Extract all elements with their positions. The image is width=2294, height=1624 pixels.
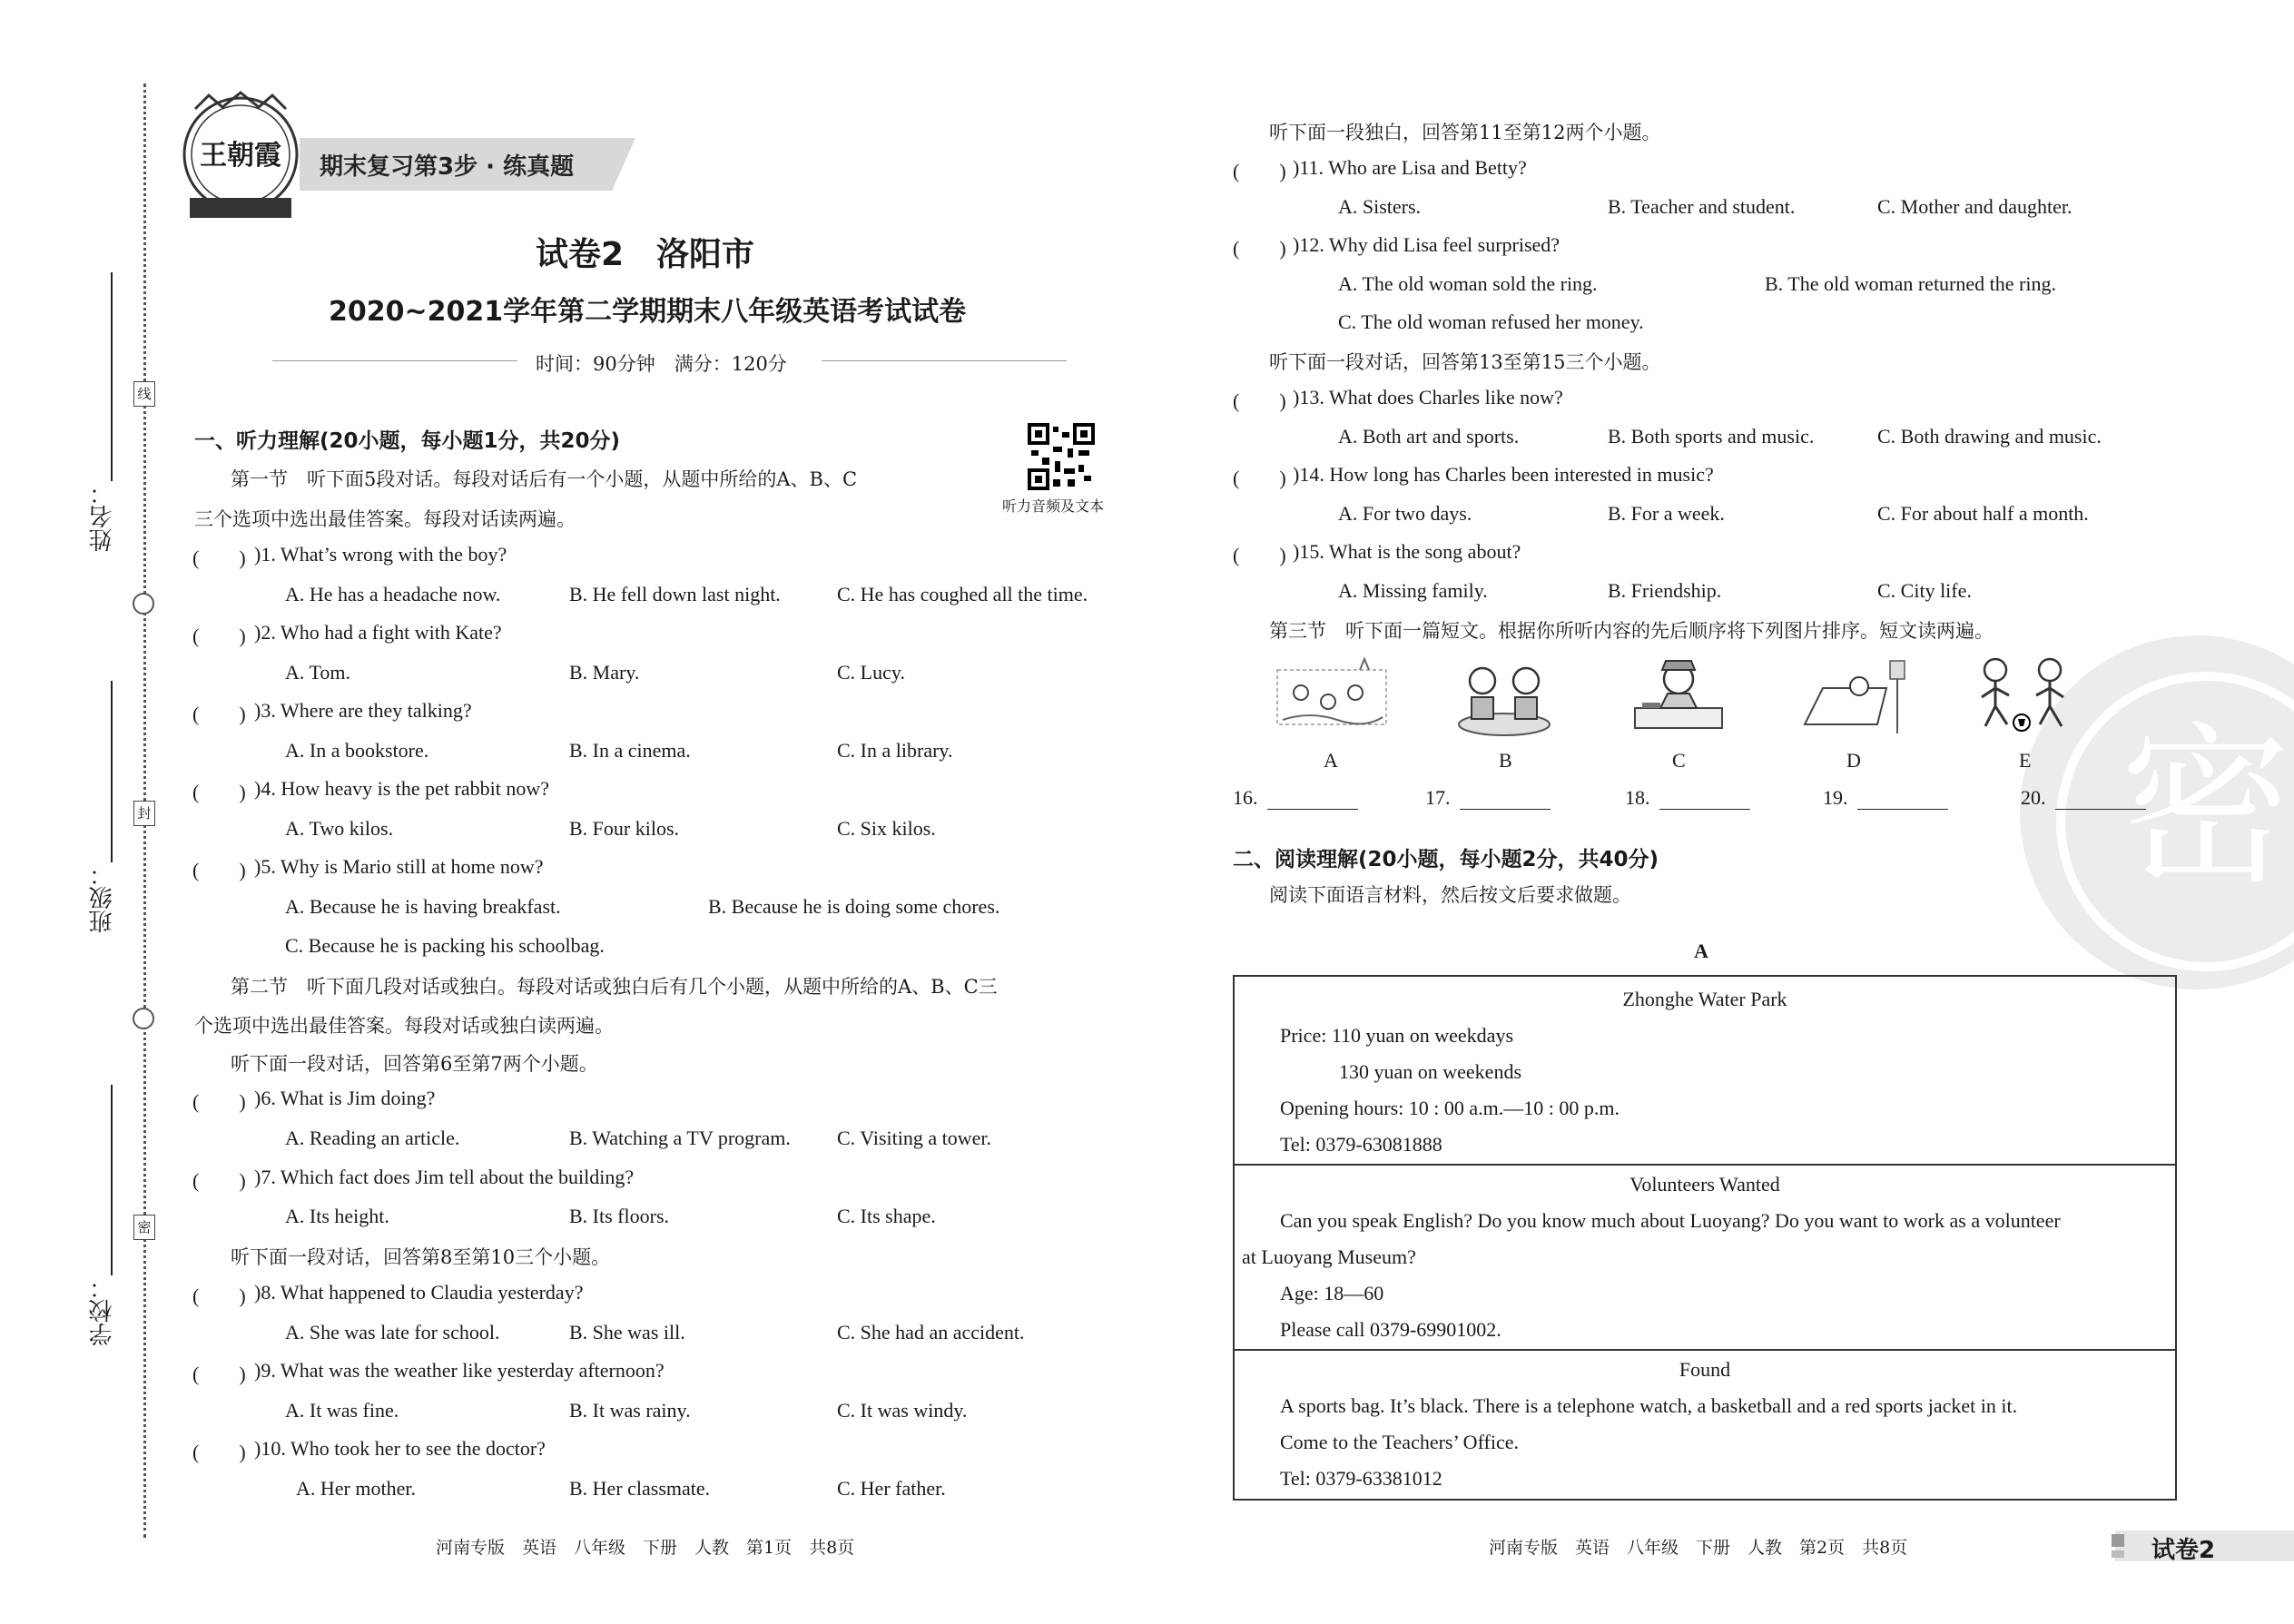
q13-option-b[interactable]: B. Both sports and music.	[1608, 425, 1815, 448]
q3-option-b[interactable]: B. In a cinema.	[569, 739, 691, 762]
class-label: 班级：	[89, 862, 116, 933]
answer-blank-19[interactable]	[1823, 786, 1948, 810]
answer-blank-16[interactable]	[1233, 786, 1358, 810]
q1-option-b[interactable]: B. He fell down last night.	[569, 583, 781, 605]
q15-option-a[interactable]: A. Missing family.	[1338, 579, 1488, 602]
name-blank-line	[111, 272, 113, 481]
answer-bracket[interactable]: ( )	[192, 546, 246, 569]
q6-option-b[interactable]: B. Watching a TV program.	[569, 1127, 791, 1149]
picture-b-children-eating	[1446, 652, 1562, 743]
answer-bracket[interactable]: ( )	[1233, 160, 1286, 182]
q6-option-c[interactable]: C. Visiting a tower.	[837, 1127, 991, 1149]
found-line2: Come to the Teachers’ Office.	[1280, 1431, 1519, 1453]
picture-label-a: A	[1324, 749, 1338, 772]
intro-q6-7: 听下面一段对话，回答第6至第7两个小题。	[231, 1053, 598, 1075]
watermark-seal-icon: 密	[2020, 635, 2294, 989]
q8-option-a[interactable]: A. She was late for school.	[285, 1321, 500, 1343]
q1-option-a[interactable]: A. He has a headache now.	[285, 583, 501, 605]
q14-option-c[interactable]: C. For about half a month.	[1877, 502, 2089, 525]
volunteers-age: Age: 18—60	[1280, 1282, 1384, 1304]
q5-option-b[interactable]: B. Because he is doing some chores.	[708, 895, 1000, 918]
blank-line[interactable]	[1659, 791, 1750, 810]
brand-name: 王朝霞	[200, 140, 281, 172]
q8-option-c[interactable]: C. She had an accident.	[837, 1321, 1025, 1343]
footer-right: 河南专版 英语 八年级 下册 人教 第2页 共8页	[1489, 1538, 1908, 1558]
question-14: )14. How long has Charles been interested in music?	[1293, 463, 1714, 486]
answer-bracket[interactable]: ( )	[192, 1090, 246, 1113]
volunteers-line2: at Luoyang Museum?	[1242, 1245, 1416, 1268]
q2-option-c[interactable]: C. Lucy.	[837, 661, 905, 684]
water-park-price-weekdays: Price: 110 yuan on weekdays	[1280, 1024, 1514, 1047]
water-park-hours: Opening hours: 10 : 00 a.m.—10 : 00 p.m.	[1280, 1097, 1620, 1119]
volunteers-line1: Can you speak English? Do you know much about Luoyang? Do you want to work as a volunteer	[1280, 1209, 2061, 1232]
seal-mark-seal: 封	[133, 801, 155, 826]
q11-option-a[interactable]: A. Sisters.	[1338, 195, 1422, 218]
footer-tag-square-icon	[2112, 1550, 2124, 1558]
section2-intro-line1: 第二节 听下面几段对话或独白。每段对话或独白后有几个小题，从题中所给的A、B、C三	[231, 976, 998, 998]
q10-option-a[interactable]: A. Her mother.	[296, 1477, 416, 1500]
blank-line[interactable]	[1857, 791, 1948, 810]
volunteers-title: Volunteers Wanted	[1629, 1173, 1780, 1196]
intro-q11-12: 听下面一段独白，回答第11至第12两个小题。	[1269, 122, 1661, 143]
section1-intro-line1: 第一节 听下面5段对话。每段对话后有一个小题，从题中所给的A、B、C	[231, 468, 858, 490]
q15-option-c[interactable]: C. City life.	[1877, 579, 1972, 602]
brand-logo	[177, 91, 304, 227]
notices-table	[1233, 975, 2177, 1501]
q11-option-b[interactable]: B. Teacher and student.	[1608, 195, 1796, 218]
question-4: )4. How heavy is the pet rabbit now?	[254, 777, 550, 800]
question-3: )3. Where are they talking?	[254, 699, 472, 722]
intro-q8-10: 听下面一段对话，回答第8至第10三个小题。	[231, 1246, 611, 1268]
answer-bracket[interactable]: ( )	[1233, 237, 1286, 260]
question-1: )1. What’s wrong with the boy?	[254, 543, 507, 566]
answer-bracket[interactable]: ( )	[192, 1169, 246, 1192]
picture-e-playing-football	[1964, 652, 2080, 743]
water-park-title: Zhonghe Water Park	[1622, 988, 1787, 1010]
blank-line[interactable]	[2055, 791, 2146, 810]
paper-subtitle: 2020~2021学年第二学期期末八年级英语考试试卷	[329, 296, 967, 328]
picture-label-c: C	[1672, 749, 1686, 772]
q2-option-b[interactable]: B. Mary.	[569, 661, 640, 684]
question-8: )8. What happened to Claudia yesterday?	[254, 1281, 584, 1304]
qr-caption: 听力音频及文本	[1002, 497, 1105, 515]
banner-text: 期末复习第3步 · 练真题	[320, 153, 575, 181]
section2-intro-line2: 个选项中选出最佳答案。每段对话或独白读两遍。	[194, 1015, 614, 1037]
binding-hole-icon	[133, 593, 154, 615]
box-divider	[1235, 1349, 2175, 1351]
listening-heading: 一、听力理解(20小题，每小题1分，共20分)	[194, 429, 621, 453]
section1-intro-line2: 三个选项中选出最佳答案。每段对话读两遍。	[194, 508, 576, 530]
picture-c-student-studying	[1620, 652, 1737, 743]
answer-bracket[interactable]: ( )	[1233, 544, 1286, 566]
question-13: )13. What does Charles like now?	[1293, 386, 1563, 408]
blank-number: 18.	[1625, 786, 1650, 809]
q9-option-c[interactable]: C. It was windy.	[837, 1399, 968, 1422]
question-6: )6. What is Jim doing?	[254, 1087, 436, 1109]
q3-option-a[interactable]: A. In a bookstore.	[285, 739, 429, 762]
rule-right	[822, 360, 1067, 361]
answer-bracket[interactable]: ( )	[192, 1363, 246, 1385]
q11-option-c[interactable]: C. Mother and daughter.	[1877, 195, 2072, 218]
school-label: 学校：	[89, 1275, 116, 1346]
footer-paper-tag: 试卷2	[2151, 1537, 2216, 1564]
section3-intro: 第三节 听下面一篇短文。根据你所听内容的先后顺序将下列图片排序。短文读两遍。	[1269, 620, 1994, 642]
water-park-price-weekends: 130 yuan on weekends	[1339, 1060, 1522, 1083]
q14-option-b[interactable]: B. For a week.	[1608, 502, 1725, 525]
answer-bracket[interactable]: ( )	[192, 781, 246, 803]
q7-option-b[interactable]: B. Its floors.	[569, 1205, 669, 1227]
school-blank-line	[111, 1085, 113, 1275]
q8-option-b[interactable]: B. She was ill.	[569, 1321, 685, 1343]
answer-bracket[interactable]: ( )	[1233, 467, 1286, 489]
time-score: 时间：90分钟 满分：120分	[536, 353, 787, 375]
q3-option-c[interactable]: C. In a library.	[837, 739, 953, 762]
q12-option-a[interactable]: A. The old woman sold the ring.	[1338, 272, 1598, 295]
answer-bracket[interactable]: ( )	[1233, 389, 1286, 412]
footer-left: 河南专版 英语 八年级 下册 人教 第1页 共8页	[436, 1538, 855, 1558]
answer-bracket[interactable]: ( )	[192, 625, 246, 647]
picture-label-b: B	[1499, 749, 1512, 772]
seal-mark-line: 线	[133, 381, 155, 407]
q5-option-a[interactable]: A. Because he is having breakfast.	[285, 895, 561, 918]
answer-bracket[interactable]: ( )	[192, 703, 246, 725]
question-10: )10. Who took her to see the doctor?	[254, 1437, 546, 1460]
box-divider	[1235, 1164, 2175, 1166]
question-15: )15. What is the song about?	[1293, 540, 1521, 563]
answer-blank-20[interactable]	[2021, 786, 2146, 810]
q10-option-b[interactable]: B. Her classmate.	[569, 1477, 711, 1500]
blank-line[interactable]	[1267, 791, 1358, 810]
rule-left	[272, 360, 517, 361]
blank-number: 17.	[1425, 786, 1451, 809]
q13-option-c[interactable]: C. Both drawing and music.	[1877, 425, 2102, 448]
reading-instruction: 阅读下面语言材料，然后按文后要求做题。	[1269, 884, 1631, 906]
found-line1: A sports bag. It’s black. There is a telephone watch, a basketball and a red sports jacket in it.	[1280, 1394, 2018, 1417]
answer-blank-17[interactable]	[1425, 786, 1551, 810]
answer-bracket[interactable]: ( )	[192, 1441, 246, 1463]
paper-title: 试卷2 洛阳市	[536, 236, 755, 273]
volunteers-call: Please call 0379-69901002.	[1280, 1318, 1501, 1341]
q14-option-a[interactable]: A. For two days.	[1338, 502, 1472, 525]
answer-bracket[interactable]: ( )	[192, 1284, 246, 1307]
blank-line[interactable]	[1460, 791, 1551, 810]
found-title: Found	[1679, 1358, 1731, 1381]
q6-option-a[interactable]: A. Reading an article.	[285, 1127, 460, 1149]
q9-option-a[interactable]: A. It was fine.	[285, 1399, 399, 1422]
blank-number: 19.	[1823, 786, 1848, 809]
q12-option-b[interactable]: B. The old woman returned the ring.	[1765, 272, 2056, 295]
q4-option-a[interactable]: A. Two kilos.	[285, 817, 394, 840]
question-7: )7. Which fact does Jim tell about the building?	[254, 1166, 635, 1188]
name-label: 姓名：	[89, 481, 116, 552]
q10-option-c[interactable]: C. Her father.	[837, 1477, 946, 1500]
question-12: )12. Why did Lisa feel surprised?	[1293, 233, 1561, 256]
intro-q13-15: 听下面一段对话，回答第13至第15三个小题。	[1269, 351, 1661, 373]
picture-label-d: D	[1846, 749, 1861, 772]
q7-option-c[interactable]: C. Its shape.	[837, 1205, 936, 1227]
seal-mark-secret: 密	[133, 1215, 155, 1240]
picture-a-beach-scene	[1274, 652, 1390, 743]
q13-option-a[interactable]: A. Both art and sports.	[1338, 425, 1520, 448]
q2-option-a[interactable]: A. Tom.	[285, 661, 351, 684]
found-tel: Tel: 0379-63381012	[1280, 1467, 1442, 1490]
q4-option-b[interactable]: B. Four kilos.	[569, 817, 680, 840]
qr-code-icon	[1028, 423, 1095, 490]
picture-d-in-bed	[1796, 652, 1912, 743]
question-11: )11. Who are Lisa and Betty?	[1293, 156, 1527, 179]
class-blank-line	[111, 681, 113, 862]
q12-option-c[interactable]: C. The old woman refused her money.	[1338, 310, 1644, 333]
blank-number: 20.	[2021, 786, 2046, 809]
q1-option-c[interactable]: C. He has coughed all the time.	[837, 583, 1088, 605]
passage-label: A	[1694, 940, 1708, 962]
reading-heading: 二、阅读理解(20小题，每小题2分，共40分)	[1233, 848, 1659, 871]
picture-label-e: E	[2019, 749, 2032, 772]
q5-option-c[interactable]: C. Because he is packing his schoolbag.	[285, 934, 605, 957]
answer-bracket[interactable]: ( )	[192, 859, 246, 881]
q4-option-c[interactable]: C. Six kilos.	[837, 817, 936, 840]
q9-option-b[interactable]: B. It was rainy.	[569, 1399, 691, 1422]
qr-code[interactable]	[1028, 423, 1095, 490]
question-9: )9. What was the weather like yesterday afternoon?	[254, 1359, 665, 1382]
water-park-tel: Tel: 0379-63081888	[1280, 1133, 1442, 1156]
q7-option-a[interactable]: A. Its height.	[285, 1205, 389, 1227]
blank-number: 16.	[1233, 786, 1258, 809]
question-5: )5. Why is Mario still at home now?	[254, 855, 544, 878]
answer-blank-18[interactable]	[1625, 786, 1750, 810]
binding-hole-icon	[133, 1008, 154, 1029]
footer-tag-square-icon	[2112, 1534, 2124, 1547]
q15-option-b[interactable]: B. Friendship.	[1608, 579, 1722, 602]
question-2: )2. Who had a fight with Kate?	[254, 621, 502, 644]
